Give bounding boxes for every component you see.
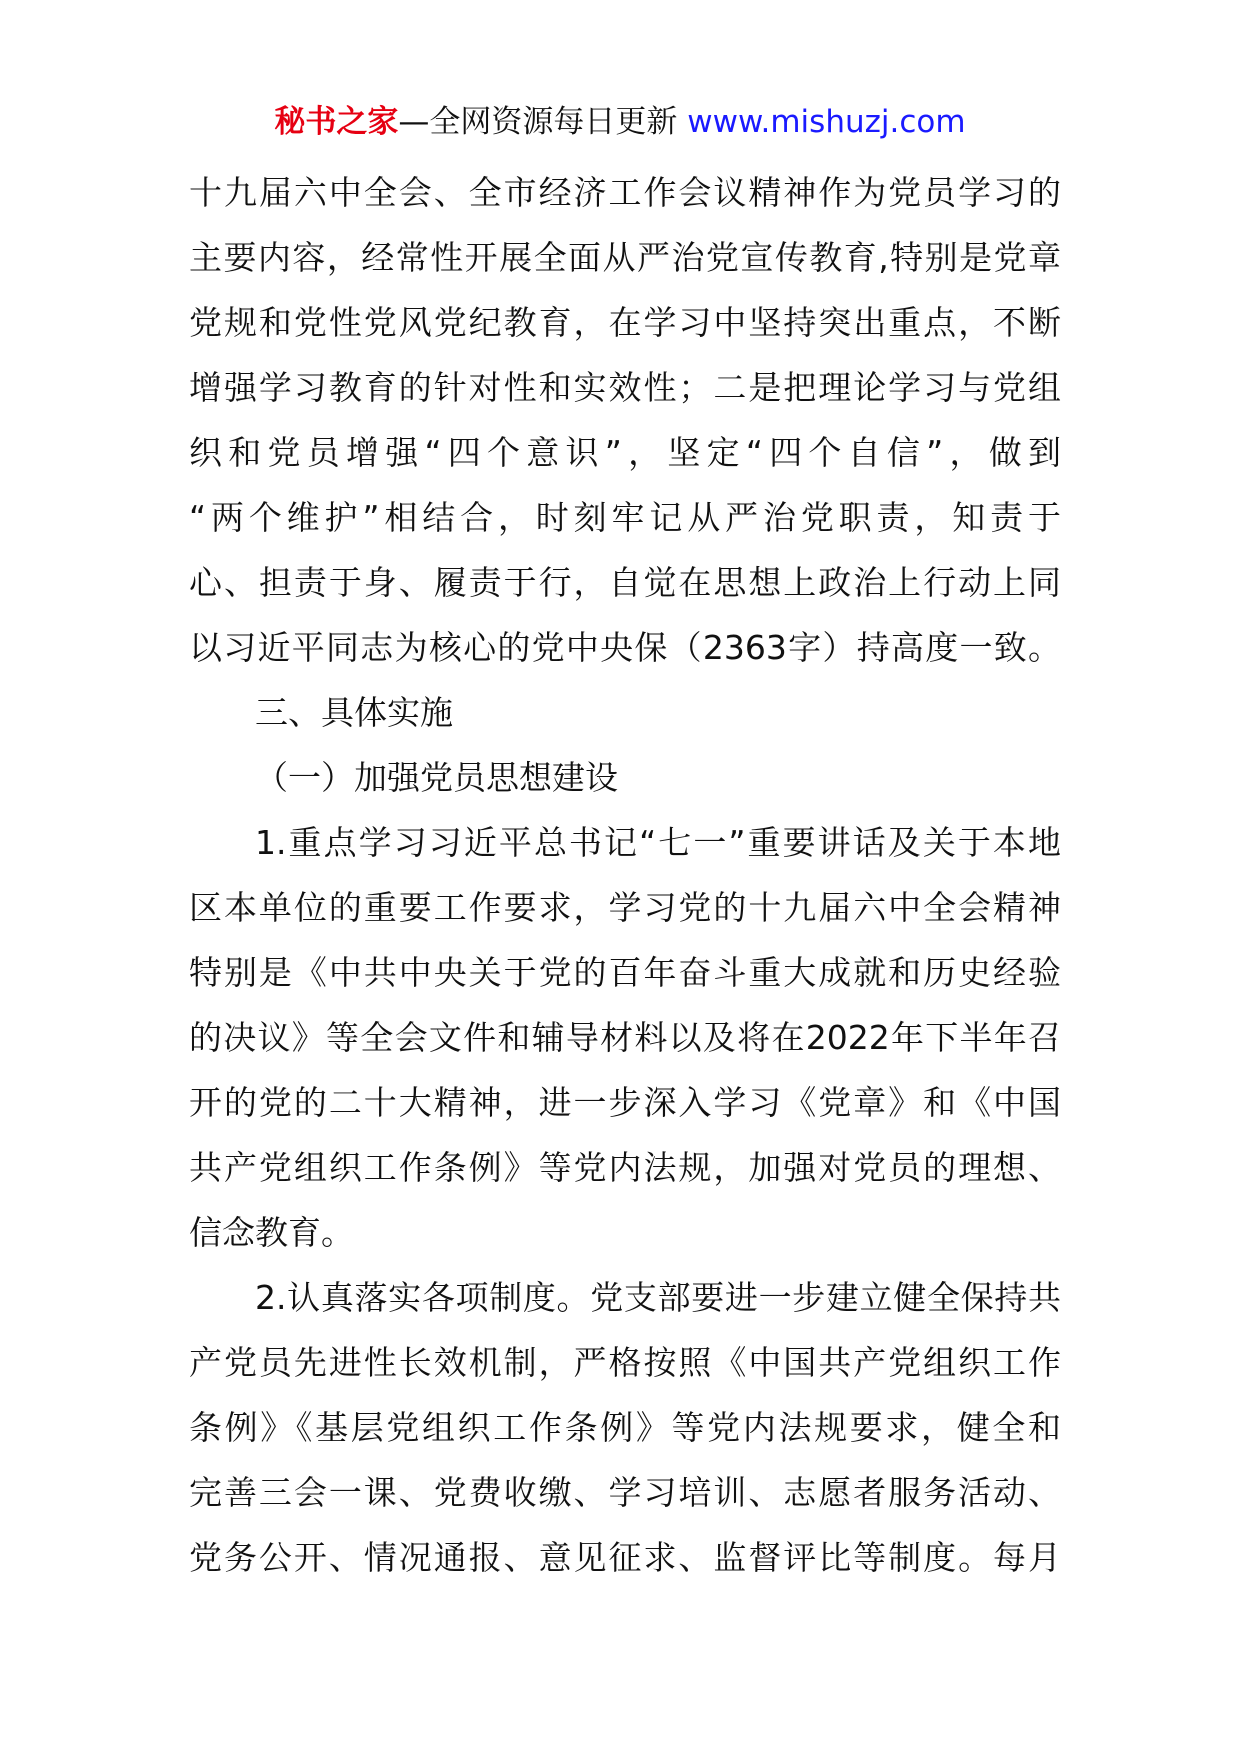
body-line: 开的党的二十大精神，进一步深入学习《党章》和《中国 — [189, 1083, 1061, 1122]
page-header — [0, 100, 1240, 144]
site-url-link[interactable]: www.mishuzj.com — [687, 104, 966, 140]
body-line: 党规和党性党风党纪教育，在学习中坚持突出重点，不断 — [189, 303, 1061, 342]
section-heading: 三、具体实施 — [255, 693, 453, 732]
body-line: 以习近平同志为核心的党中央保（2363字）持高度一致。 — [189, 628, 1061, 667]
header-tagline: —全网资源每日更新 — [398, 104, 678, 140]
paragraph-last-line: 信念教育。 — [189, 1213, 354, 1252]
paragraph-first-line: 2.认真落实各项制度。党支部要进一步建立健全保持共 — [255, 1278, 1061, 1317]
subsection-heading: （一）加强党员思想建设 — [255, 758, 618, 797]
body-line: 条例》《基层党组织工作条例》等党内法规要求，健全和 — [189, 1408, 1061, 1447]
body-line: 十九届六中全会、全市经济工作会议精神作为党员学习的 — [189, 173, 1061, 212]
body-line: 织和党员增强“四个意识”，坚定“四个自信”，做到 — [189, 433, 1061, 472]
body-line: 心、担责于身、履责于行，自觉在思想上政治上行动上同 — [189, 563, 1061, 602]
body-line: 主要内容，经常性开展全面从严治党宣传教育,特别是党章 — [189, 238, 1061, 277]
brand-name: 秘书之家 — [274, 104, 399, 140]
body-line: 完善三会一课、党费收缴、学习培训、志愿者服务活动、 — [189, 1473, 1061, 1512]
paragraph-first-line: 1.重点学习习近平总书记“七一”重要讲话及关于本地 — [255, 823, 1061, 862]
body-line: 增强学习教育的针对性和实效性；二是把理论学习与党组 — [189, 368, 1061, 407]
body-line: 区本单位的重要工作要求，学习党的十九届六中全会精神 — [189, 888, 1061, 927]
body-line: 产党员先进性长效机制，严格按照《中国共产党组织工作 — [189, 1343, 1061, 1382]
body-line: 党务公开、情况通报、意见征求、监督评比等制度。每月 — [189, 1538, 1061, 1577]
body-line: 共产党组织工作条例》等党内法规，加强对党员的理想、 — [189, 1148, 1061, 1187]
body-line: “两个维护”相结合，时刻牢记从严治党职责，知责于 — [189, 498, 1061, 537]
body-line: 特别是《中共中央关于党的百年奋斗重大成就和历史经验 — [189, 953, 1061, 992]
document-body — [189, 160, 1061, 1590]
body-line: 的决议》等全会文件和辅导材料以及将在2022年下半年召 — [189, 1018, 1061, 1057]
